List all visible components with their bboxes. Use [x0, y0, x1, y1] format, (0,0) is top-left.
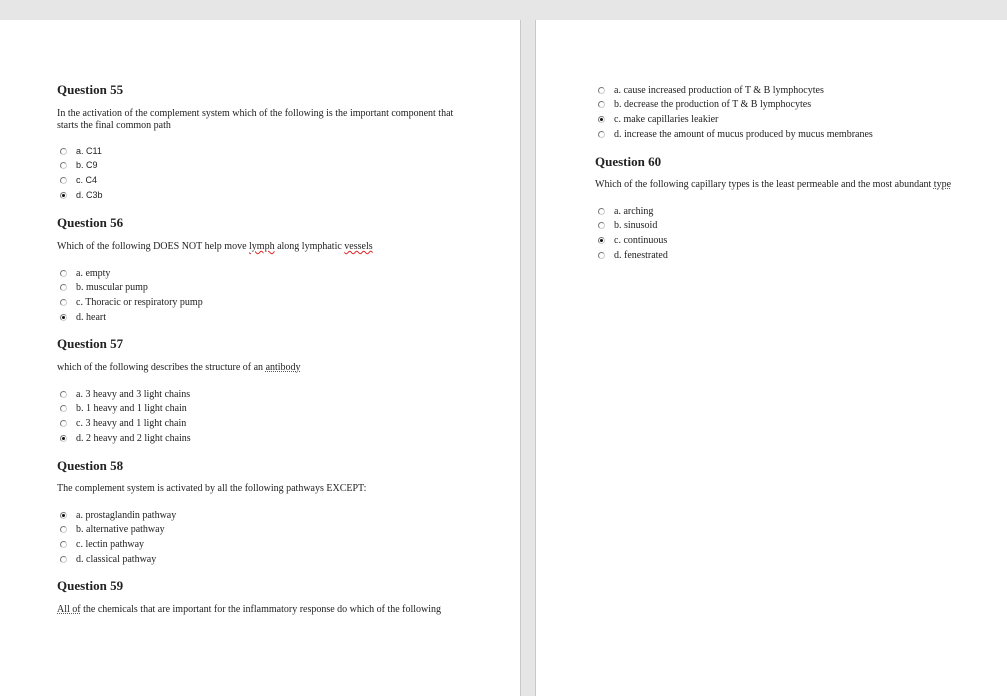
question-57-text: which of the following describes the structure of an antibody	[57, 362, 301, 373]
question-57-option-a[interactable]: a. 3 heavy and 3 light chains	[60, 387, 190, 401]
radio-button[interactable]	[60, 162, 67, 169]
radio-button-selected[interactable]	[60, 192, 67, 199]
radio-button[interactable]	[598, 222, 605, 229]
question-59-option-c[interactable]: c. make capillaries leakier	[598, 112, 718, 126]
question-56-title: Question 56	[57, 215, 124, 230]
question-59-option-d[interactable]: d. increase the amount of mucus produced by mucus membranes	[598, 127, 873, 141]
radio-button[interactable]	[598, 131, 605, 138]
radio-button[interactable]	[598, 87, 605, 94]
question-58-title: Question 58	[57, 458, 124, 473]
radio-button[interactable]	[598, 252, 605, 259]
question-57-option-d[interactable]: d. 2 heavy and 2 light chains	[60, 431, 191, 445]
radio-button[interactable]	[60, 299, 67, 306]
question-58-text: The complement system is activated by all the following pathways EXCEPT:	[57, 483, 367, 494]
grammar-check-word: type	[933, 179, 952, 190]
document-page-right	[535, 20, 1007, 696]
question-58-option-b[interactable]: b. alternative pathway	[60, 522, 165, 536]
grammar-check-word: All of	[57, 604, 81, 615]
radio-button[interactable]	[60, 556, 67, 563]
question-55-title: Question 55	[57, 82, 124, 97]
question-56-option-d[interactable]: d. heart	[60, 310, 106, 324]
radio-button[interactable]	[60, 270, 67, 277]
question-55-text: In the activation of the complement system which of the following is the important component that starts the final common path	[57, 108, 454, 131]
question-57-option-b[interactable]: b. 1 heavy and 1 light chain	[60, 401, 187, 415]
question-56-option-a[interactable]: a. empty	[60, 266, 110, 280]
radio-button[interactable]	[60, 420, 67, 427]
question-60-option-d[interactable]: d. fenestrated	[598, 248, 668, 262]
question-58-option-a[interactable]: a. prostaglandin pathway	[60, 508, 176, 522]
radio-button[interactable]	[60, 284, 67, 291]
radio-button[interactable]	[598, 101, 605, 108]
radio-button[interactable]	[60, 526, 67, 533]
radio-button-selected[interactable]	[60, 512, 67, 519]
question-60-option-a[interactable]: a. arching	[598, 204, 653, 218]
question-59-title: Question 59	[57, 578, 124, 593]
grammar-check-word: antibody	[265, 362, 301, 373]
question-58-option-c[interactable]: c. lectin pathway	[60, 537, 144, 551]
question-56-option-b[interactable]: b. muscular pump	[60, 280, 148, 294]
radio-button-selected[interactable]	[598, 237, 605, 244]
spellcheck-word: lymph	[249, 241, 275, 252]
radio-button[interactable]	[60, 405, 67, 412]
question-56-text: Which of the following DOES NOT help move lymph along lymphatic vessels	[57, 241, 373, 252]
spellcheck-word: vessels	[344, 241, 373, 252]
question-59-option-a[interactable]: a. cause increased production of T & B lymphocytes	[598, 83, 824, 97]
question-58-option-d[interactable]: d. classical pathway	[60, 552, 156, 566]
question-57-title: Question 57	[57, 336, 124, 351]
question-55-option-b[interactable]: b. C9	[60, 158, 98, 172]
question-56-option-c[interactable]: c. Thoracic or respiratory pump	[60, 295, 203, 309]
radio-button[interactable]	[60, 391, 67, 398]
radio-button[interactable]	[60, 148, 67, 155]
question-59-text: All of the chemicals that are important for the inflammatory response do which of the following	[57, 604, 442, 615]
question-59-option-b[interactable]: b. decrease the production of T & B lymphocytes	[598, 97, 811, 111]
question-55-option-a[interactable]: a. C11	[60, 144, 102, 158]
question-60-option-b[interactable]: b. sinusoid	[598, 218, 657, 232]
question-60-title: Question 60	[595, 154, 662, 169]
question-55-option-d[interactable]: d. C3b	[60, 188, 103, 202]
radio-button-selected[interactable]	[598, 116, 605, 123]
document-page-left	[0, 20, 521, 696]
radio-button[interactable]	[598, 208, 605, 215]
radio-button-selected[interactable]	[60, 435, 67, 442]
radio-button-selected[interactable]	[60, 314, 67, 321]
question-60-text: Which of the following capillary types is the least permeable and the most abundant type	[595, 179, 952, 190]
question-57-option-c[interactable]: c. 3 heavy and 1 light chain	[60, 416, 186, 430]
question-55-option-c[interactable]: c. C4	[60, 173, 97, 187]
question-60-option-c[interactable]: c. continuous	[598, 233, 667, 247]
radio-button[interactable]	[60, 177, 67, 184]
radio-button[interactable]	[60, 541, 67, 548]
